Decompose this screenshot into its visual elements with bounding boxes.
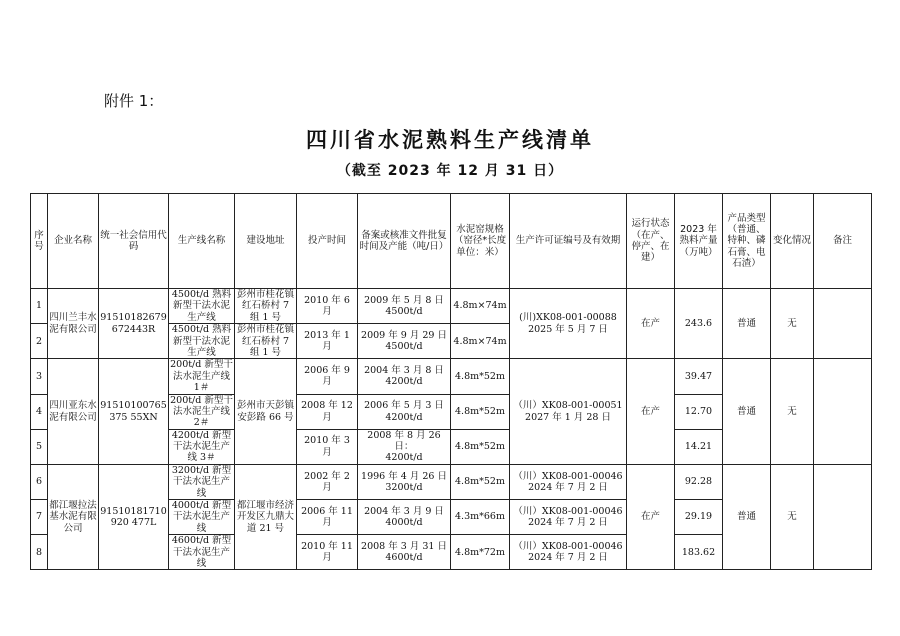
cell-remark xyxy=(814,289,872,359)
table-row xyxy=(31,464,872,499)
cell-product: 普通 xyxy=(723,289,771,359)
table-row xyxy=(31,359,872,394)
cell-product: 普通 xyxy=(723,464,771,570)
cell-company: 都江堰拉法基水泥有限公司 xyxy=(48,464,99,570)
cell-kiln: 4.3m*66m xyxy=(451,500,510,535)
cell-approval: 2009 年 9 月 29 日 4500t/d xyxy=(358,324,451,359)
cell-change: 无 xyxy=(771,464,814,570)
header-approval: 备案或核准文件批复时间及产能（吨/日） xyxy=(358,194,451,289)
cell-output: 14.21 xyxy=(675,429,723,464)
cell-address: 彭州市天彭镇安彭路 66 号 xyxy=(235,359,297,465)
header-kiln: 水泥窑规格（窑径*长度单位：米） xyxy=(451,194,510,289)
header-credit-code: 统一社会信用代码 xyxy=(99,194,169,289)
cell-remark xyxy=(814,464,872,570)
cell-line-name: 4200t/d 新型干法水泥生产线 3＃ xyxy=(169,429,235,464)
cell-license: (川)XK08-001-00088 2025 年 5 月 7 日 xyxy=(510,289,627,359)
cell-approval: 2008 年 3 月 31 日 4600t/d xyxy=(358,535,451,570)
header-seq: 序号 xyxy=(31,194,48,289)
cell-seq: 6 xyxy=(31,464,48,499)
cell-address: 都江堰市经济开发区九鼎大道 21 号 xyxy=(235,464,297,570)
header-product: 产品类型（普通、特种、磷石膏、电石渣） xyxy=(723,194,771,289)
cell-kiln: 4.8m×74m xyxy=(451,324,510,359)
cell-line-name: 200t/d 新型干法水泥生产线 2＃ xyxy=(170,394,233,429)
cell-approval: 2009 年 5 月 8 日 4500t/d xyxy=(358,289,451,324)
cell-approval: 2004 年 3 月 9 日 4000t/d xyxy=(358,500,451,535)
cell-kiln: 4.8m*52m xyxy=(451,359,510,394)
header-address: 建设地址 xyxy=(235,194,297,289)
cell-kiln: 4.8m*52m xyxy=(451,429,510,464)
cell-approval: 1996 年 4 月 26 日 3200t/d xyxy=(358,464,451,499)
cell-line-name: 4000t/d 新型干法水泥生产线 xyxy=(169,500,235,535)
table-row xyxy=(31,289,872,324)
cell-address: 彭州市桂花镇红石桥村 7 组 1 号 xyxy=(235,324,297,359)
header-remark: 备注 xyxy=(814,194,872,289)
header-line-name: 生产线名称 xyxy=(169,194,235,289)
cell-output: 92.28 xyxy=(675,464,723,499)
cell-approval: 2004 年 3 月 8 日 4200t/d xyxy=(358,359,451,394)
cell-line-name: 4500t/d 熟料新型干法水泥生产线 xyxy=(169,289,235,324)
cell-seq: 2 xyxy=(31,324,48,359)
cell-change: 无 xyxy=(771,289,814,359)
cell-start-time: 2010 年 3 月 xyxy=(297,429,358,464)
header-row xyxy=(31,194,872,289)
cell-start-time: 2010 年 11 月 xyxy=(297,535,358,570)
production-line-table xyxy=(30,193,872,570)
cell-start-time: 2013 年 1 月 xyxy=(297,324,358,359)
cell-credit-code: 91510181710920 477L xyxy=(99,464,169,570)
cell-output: 183.62 xyxy=(675,535,723,570)
cell-output: 243.6 xyxy=(675,289,723,359)
page-title: 四川省水泥熟料生产线清单 xyxy=(306,127,594,152)
cell-seq: 8 xyxy=(31,535,48,570)
cell-start-time: 2006 年 9 月 xyxy=(297,359,358,394)
cell-approval: 2006 年 5 月 3 日 4200t/d xyxy=(358,394,451,429)
cell-approval: 2008 年 8 月 26 日： 4200t/d xyxy=(358,429,451,464)
header-company: 企业名称 xyxy=(48,194,99,289)
cell-seq: 5 xyxy=(31,429,48,464)
cell-line-name: 4500t/d 熟料新型干法水泥生产线 xyxy=(169,324,235,359)
cell-credit-code: 91510100765375 55XN xyxy=(99,359,169,465)
cell-license: （川）XK08-001-00046 2024 年 7 月 2 日 xyxy=(510,535,627,570)
header-output: 2023 年熟料产量（万吨） xyxy=(675,194,723,289)
cell-status: 在产 xyxy=(627,289,675,359)
header-license: 生产许可证编号及有效期 xyxy=(510,194,627,289)
cell-license: （川）XK08-001-00046 2024 年 7 月 2 日 xyxy=(510,500,627,535)
cell-output: 39.47 xyxy=(675,359,723,394)
page-subtitle: （截至 2023 年 12 月 31 日） xyxy=(336,163,564,179)
cell-company: 四川亚东水泥有限公司 xyxy=(48,359,99,465)
cell-line-name: 3200t/d 新型干法水泥生产线 xyxy=(169,464,235,499)
cell-status: 在产 xyxy=(627,359,675,465)
cell-seq: 4 xyxy=(31,394,48,429)
header-status: 运行状态（在产、停产、在建） xyxy=(627,194,675,289)
cell-kiln: 4.8m×74m xyxy=(451,289,510,324)
cell-license: （川）XK08-001-00046 2024 年 7 月 2 日 xyxy=(510,464,627,499)
cell-seq: 7 xyxy=(31,500,48,535)
cell-output: 12.70 xyxy=(675,394,723,429)
cell-address: 彭州市桂花镇红石桥村 7 组 1 号 xyxy=(235,289,297,324)
cell-product: 普通 xyxy=(723,359,771,465)
header-start-time: 投产时间 xyxy=(297,194,358,289)
cell-seq: 1 xyxy=(31,289,48,324)
cell-license: （川）XK08-001-00051 2027 年 1 月 28 日 xyxy=(510,359,627,465)
header-change: 变化情况 xyxy=(771,194,814,289)
cell-start-time: 2010 年 6 月 xyxy=(297,289,358,324)
cell-line-name: 200t/d 新型干法水泥生产线 1＃ xyxy=(170,359,233,394)
cell-status: 在产 xyxy=(627,464,675,570)
cell-change: 无 xyxy=(771,359,814,465)
cell-start-time: 2002 年 2 月 xyxy=(297,464,358,499)
cell-line-name: 4600t/d 新型干法水泥生产线 xyxy=(169,535,235,570)
cell-kiln: 4.8m*72m xyxy=(451,535,510,570)
cell-start-time: 2008 年 12 月 xyxy=(297,394,358,429)
cell-credit-code: 91510182679672443R xyxy=(99,289,169,359)
attachment-label: 附件 1： xyxy=(104,92,164,110)
cell-start-time: 2006 年 11 月 xyxy=(297,500,358,535)
cell-kiln: 4.8m*52m xyxy=(451,394,510,429)
cell-company: 四川兰丰水泥有限公司 xyxy=(48,289,99,359)
cell-remark xyxy=(814,359,872,465)
cell-seq: 3 xyxy=(31,359,48,394)
cell-output: 29.19 xyxy=(675,500,723,535)
cell-kiln: 4.8m*52m xyxy=(451,464,510,499)
